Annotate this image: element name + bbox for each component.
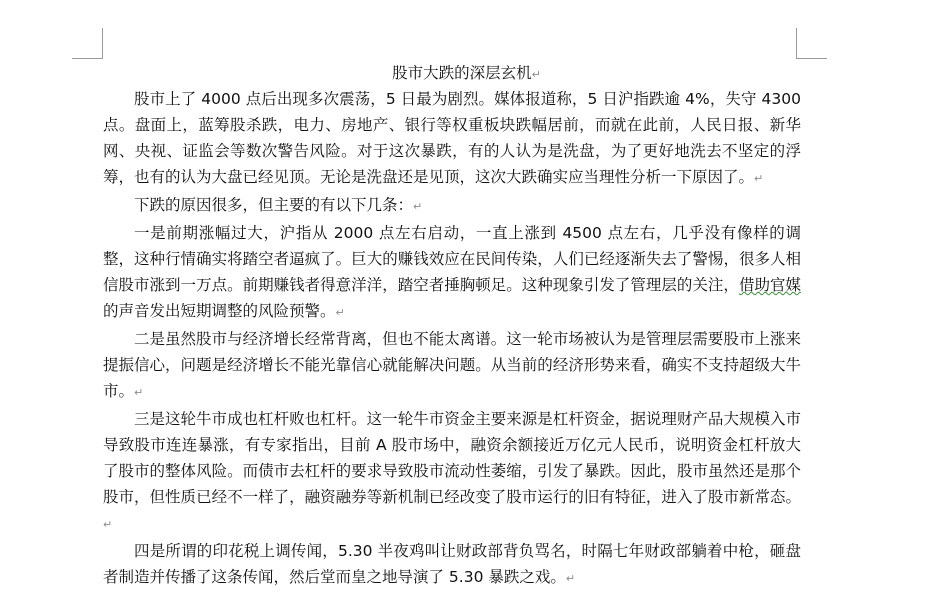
paragraph-3: 一是前期涨幅过大，沪指从 2000 点左右启动，一直上涨到 4500 点左右，几乎没有像样的调整，这种行情确实将踏空者逼疯了。巨大的赚钱效应在民间传染，人们已经逐渐失去了警惕，很多人相信股市涨到一万点。前期赚钱者得意洋洋，踏空者捶胸顿足。这种现象引发了管理层的关注，借助官媒的声音发出短期调整的风险预警。↵: [103, 224, 801, 320]
page-margin-corner-top-right: [796, 28, 827, 59]
paragraph-1: 股市上了 4000 点后出现多次震荡，5 日最为剧烈。媒体报道称，5 日沪指跌逾 4%，失守 4300 点。盘面上，蓝筹股杀跌，电力、房地产、银行等权重板块跌幅居前，而就在此前，人民日报、新华网、央视、证监会等数次警告风险。对于这次暴跌，有的人认为是洗盘，为了更好地洗去不坚定的浮筹，也有的认为大盘已经见顶。无论是洗盘还是见顶，这次大跌确实应当理性分析一下原因了。↵: [103, 90, 801, 186]
paragraph-mark-icon: ↵: [754, 172, 764, 185]
paragraph-4: 二是虽然股市与经济增长经常背离，但也不能太离谱。这一轮市场被认为是管理层需要股市上涨来提振信心，问题是经济增长不能光靠信心就能解决问题。从当前的经济形势来看，确实不支持超级大牛市。↵: [103, 330, 801, 400]
page-margin-corner-top-left: [72, 28, 103, 59]
paragraph-mark-icon: ↵: [335, 306, 345, 319]
paragraph-mark-icon: ↵: [565, 572, 576, 585]
paragraph-mark-icon: ↵: [531, 68, 541, 81]
paragraph-mark-icon: ↵: [134, 386, 144, 399]
paragraph-5: 三是这轮牛市成也杠杆败也杠杆。这一轮牛市资金主要来源是杠杆资金，据说理财产品大规模入市导致股市连连暴涨，有专家指出，目前 A 股市场中，融资余额接近万亿元人民币，说明资金杠杆放大了股市的整体风险。而债市去杠杆的要求导致股市流动性萎缩，引发了暴跌。因此，股市虽然还是那个股市，但性质已经不一样了，融资融券等新机制已经改变了股市运行的旧有特征，进入了股市新常态。↵: [103, 410, 801, 531]
document-body[interactable]: [103, 86, 801, 592]
paragraph-6: 四是所谓的印花税上调传闻，5.30 半夜鸡叫让财政部背负骂名，时隔七年财政部躺着中枪，砸盘者制造并传播了这条传闻，然后堂而皇之地导演了 5.30 暴跌之戏。↵: [103, 542, 801, 586]
paragraph-2: 下跌的原因很多，但主要的有以下几条：↵: [134, 196, 423, 214]
document-title[interactable]: [0, 62, 933, 86]
title-text: 股市大跌的深层玄机: [392, 64, 532, 82]
paragraph-mark-icon: ↵: [413, 200, 423, 213]
paragraph-mark-icon: ↵: [103, 518, 113, 531]
grammar-underline[interactable]: 借助官媒: [738, 276, 801, 294]
